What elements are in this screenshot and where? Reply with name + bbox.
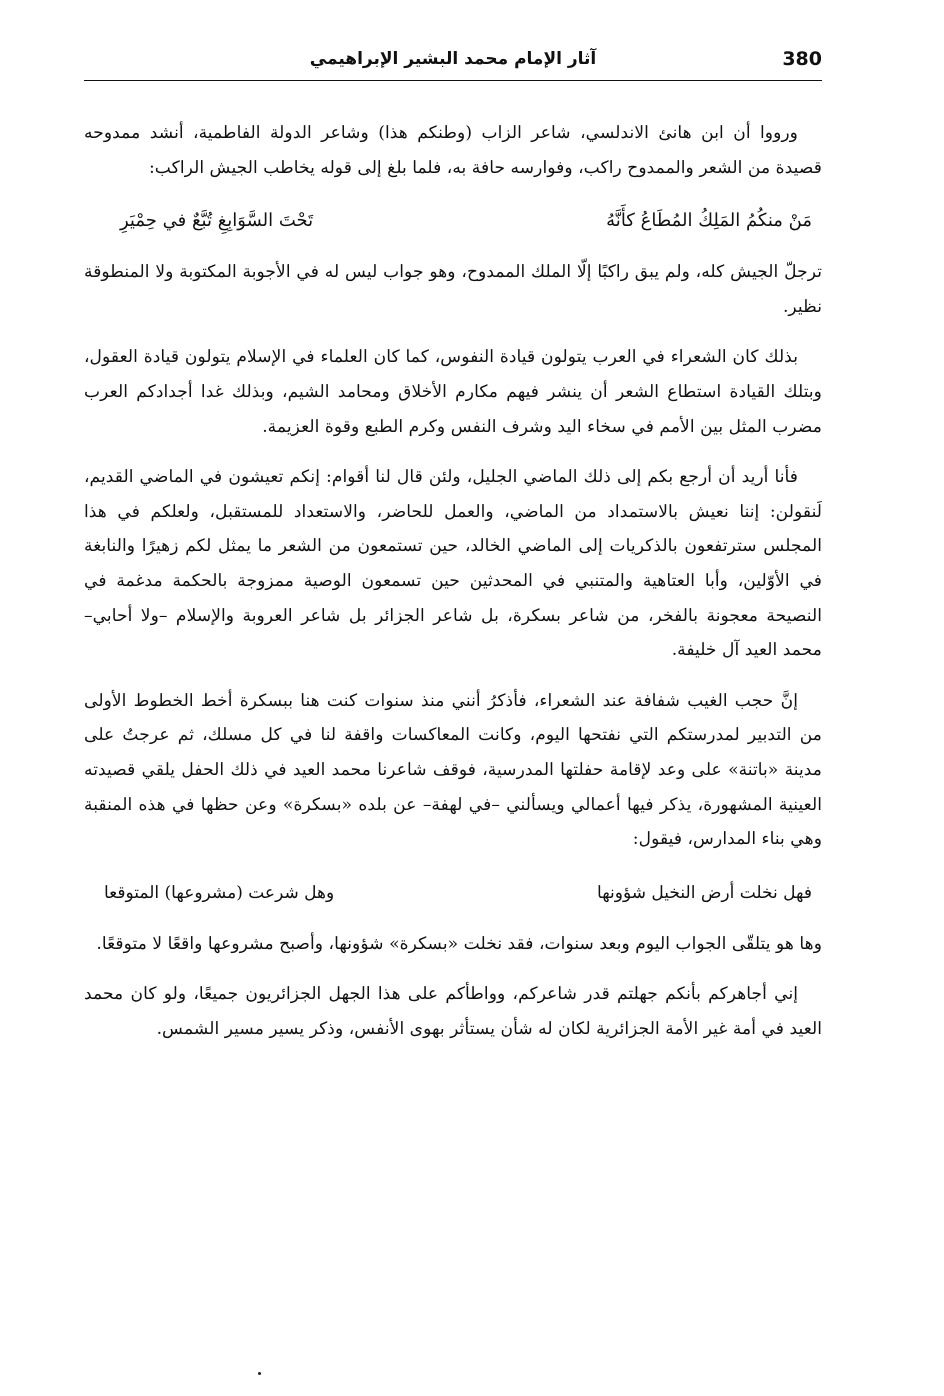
verse-line-2 — [84, 873, 822, 913]
paragraph-7: إني أجاهركم بأنكم جهلتم قدر شاعركم، وواطأكم على هذا الجهل الجزائريون جميعًا، ولو كان محمد العيد في أمة غير الأمة الجزائرية لكان له شأن يستأثر بهوى الأنفس، وذكر يسير مسير الشمس. — [84, 984, 822, 1039]
verse-2-second-hemistich: وهل شرعت (مشروعها) المتوقعا — [104, 882, 335, 903]
paragraph-3: بذلك كان الشعراء في العرب يتولون قيادة النفوس، كما كان العلماء في الإسلام يتولون قيادة العقول، وبتلك القيادة استطاع الشعر أن ينشر فيهم مكارم الأخلاق ومحامد الشيم، وبذلك غدا أجدادكم العرب مضرب المثل بين الأمم في سخاء اليد وشرف النفس وكرم الطبع وقوة العزيمة. — [84, 347, 822, 437]
page-number: 380 — [782, 48, 822, 70]
body-text — [84, 116, 822, 1062]
scan-speck — [258, 1372, 261, 1375]
paragraph-1: ورووا أن ابن هانئ الاندلسي، شاعر الزاب (وطنكم هذا) وشاعر الدولة الفاطمية، أنشد ممدوحه قصيدة من الشعر والممدوح راكب، وفوارسه حافة به، فلما بلغ إلى قوله يخاطب الجيش الراكب: — [84, 123, 822, 178]
paragraph-4: فأنا أريد أن أرجع بكم إلى ذلك الماضي الجليل، ولئن قال لنا أقوام: إنكم تعيشون في الماضي القديم، لَنقولن: إننا نعيش بالاستمداد من الماضي، والعمل للحاضر، والاستعداد للمستقبل، ولعلكم في هذا المجلس سترتفعون بالذكريات إلى الماضي الخالد، حين تستمعون من الشعر ما يمثل لكم زهيرًا والنابغة في الأوّلين، وأبا العتاهية والمتنبي في المحدثين حين تسمعون الوصية ممزوجة بالحكمة مدغمة في النصيحة معجونة بالفخر، من شاعر بسكرة، بل شاعر الجزائر بل شاعر العروبة والإسلام –ولا أحابي– محمد العيد آل خليفة. — [84, 467, 822, 661]
verse-line-1 — [84, 201, 822, 241]
paragraph-6: وها هو يتلقّى الجواب اليوم وبعد سنوات، فقد نخلت «بسكرة» شؤونها، وأصبح مشروعها واقعًا لا متوقعًا. — [96, 933, 822, 954]
verse-1-second-hemistich: تَحْتَ السَّوَابِغِ تُبَّعٌ في حِمْيَرِ — [120, 210, 314, 232]
verse-1-first-hemistich: مَنْ منكُمُ المَلِكُ المُطَاعُ كأَنَّهُ — [606, 210, 812, 232]
paragraph-5: إنَّ حجب الغيب شفافة عند الشعراء، فأذكرُ أنني منذ سنوات كنت هنا ببسكرة أخط الخطوط الأولى من التدبير لمدرستكم التي نفتحها اليوم، وكانت المعاكسات واقفة لنا في كل مسلك، ثم عرجتُ على مدينة «باتنة» على وعد لإقامة حفلتها المدرسية، فوقف شاعرنا محمد العيد في ذلك الحفل يلقي قصيدته العينية المشهورة، يذكر فيها أعمالي ويسألني –في لهفة– عن بلده «بسكرة» وعن حظها في هذه المنقبة وهي بناء المدارس، فيقول: — [84, 690, 822, 850]
page-header — [84, 44, 822, 81]
running-title: آثار الإمام محمد البشير الإبراهيمي — [309, 49, 597, 69]
paragraph-2: ترجلّ الجيش كله، ولم يبق راكبًا إلّا الملك الممدوح، وهو جواب ليس له في الأجوبة المكتوبة ولا المنطوقة نظير. — [84, 262, 822, 317]
verse-2-first-hemistich: فهل نخلت أرض النخيل شؤونها — [597, 882, 812, 903]
